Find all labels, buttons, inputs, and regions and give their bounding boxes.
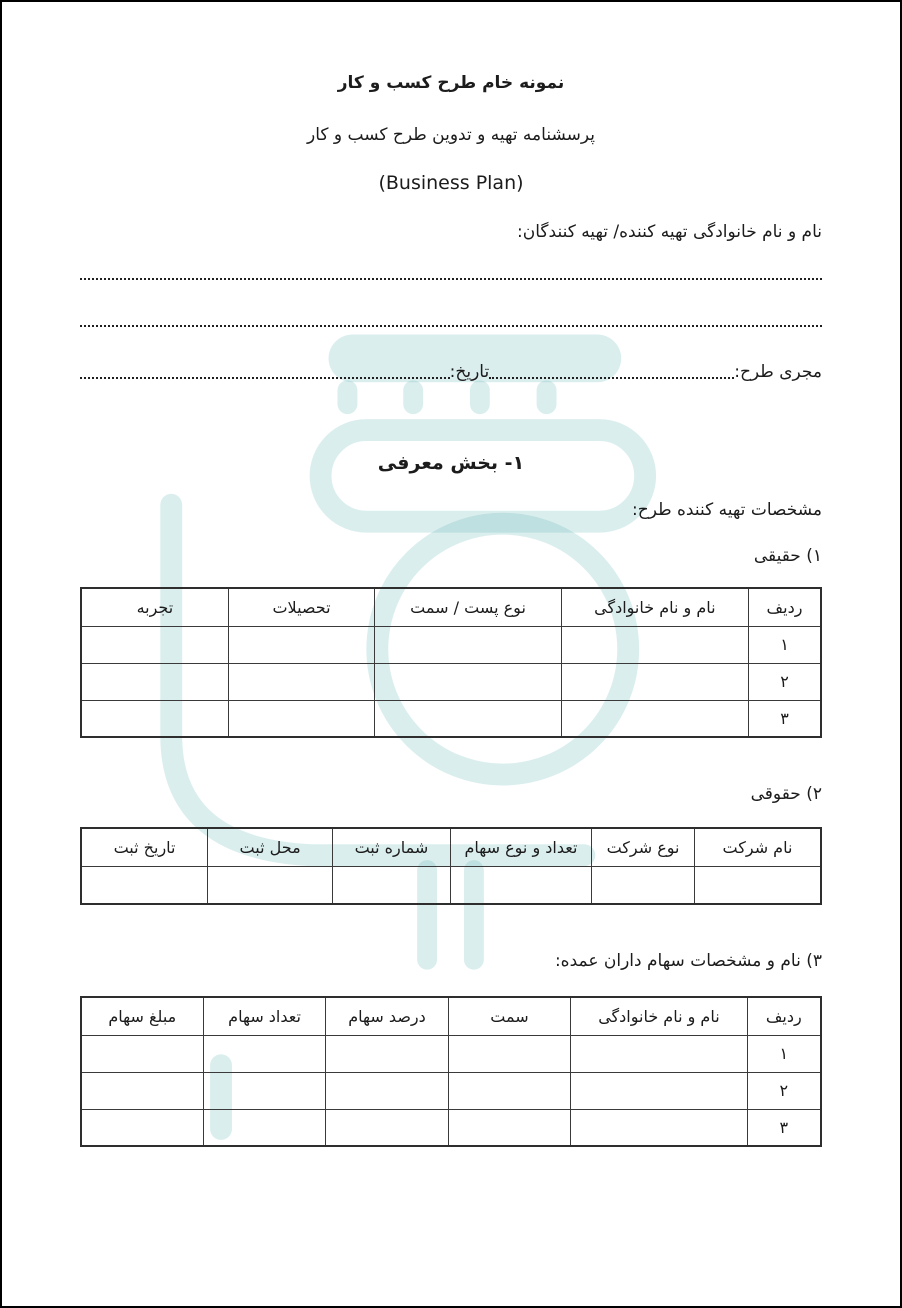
table-cell: [326, 1035, 448, 1072]
table-cell: [448, 1035, 571, 1072]
table-cell: [448, 1072, 571, 1109]
preparer-name-label: نام و نام خانوادگی تهیه کننده/ تهیه کنندگان:: [517, 222, 822, 242]
date-fill-blank: [80, 377, 450, 379]
table-cell: [228, 663, 375, 700]
table-row: [81, 626, 821, 663]
section-intro-label: مشخصات تهیه کننده طرح:: [632, 500, 822, 520]
column-header: تعداد و نوع سهام: [450, 828, 591, 866]
column-header: نوع شرکت: [592, 828, 695, 866]
table-cell: [81, 663, 228, 700]
shareholders-table: [80, 996, 822, 1147]
date-label: تاریخ:: [449, 362, 490, 382]
page-title: نمونه خام طرح کسب و کار: [337, 73, 565, 93]
table-cell: [203, 1072, 326, 1109]
fill-blank-line: [80, 325, 822, 327]
table-cell: [375, 700, 561, 737]
form-subtitle-english: (Business Plan): [378, 172, 524, 194]
column-header: درصد سهام: [326, 997, 448, 1035]
table-cell: [571, 1109, 747, 1146]
table-cell: [228, 626, 375, 663]
table-cell: [450, 866, 591, 904]
table-cell: [448, 1109, 571, 1146]
table-row: [81, 700, 821, 737]
subsection-real-label: ۱) حقیقی: [753, 546, 822, 566]
table-cell: [571, 1072, 747, 1109]
table-cell: [326, 1072, 448, 1109]
table-cell: [81, 1109, 203, 1146]
table-cell: [81, 866, 208, 904]
table-cell: ۳: [748, 700, 821, 737]
table-cell: [694, 866, 821, 904]
table-row: [81, 663, 821, 700]
column-header: نام و نام خانوادگی: [561, 588, 748, 626]
column-header: نام و نام خانوادگی: [571, 997, 747, 1035]
column-header: شماره ثبت: [333, 828, 451, 866]
column-header: ردیف: [747, 997, 821, 1035]
table-cell: ۱: [748, 626, 821, 663]
fill-blank-line: [80, 278, 822, 280]
table-row: [81, 866, 821, 904]
subsection-legal-label: ۲) حقوقی: [750, 784, 822, 804]
table-cell: [81, 626, 228, 663]
section-1-heading: ۱- بخش معرفی: [377, 452, 525, 474]
real-persons-table: [80, 587, 822, 738]
table-cell: [208, 866, 333, 904]
table-cell: ۳: [747, 1109, 821, 1146]
table-row: [81, 1109, 821, 1146]
column-header: تحصیلات: [228, 588, 375, 626]
table-row: [81, 1072, 821, 1109]
form-subtitle: پرسشنامه تهیه و تدوین طرح کسب و کار: [307, 125, 595, 145]
column-header: محل ثبت: [208, 828, 333, 866]
table-cell: [228, 700, 375, 737]
table-cell: ۲: [747, 1072, 821, 1109]
table-cell: [203, 1035, 326, 1072]
table-cell: ۱: [747, 1035, 821, 1072]
column-header: نوع پست / سمت: [375, 588, 561, 626]
table-cell: [561, 663, 748, 700]
column-header: نام شرکت: [694, 828, 821, 866]
column-header: سمت: [448, 997, 571, 1035]
column-header: تجربه: [81, 588, 228, 626]
table-cell: [561, 700, 748, 737]
table-cell: [561, 626, 748, 663]
table-cell: [203, 1109, 326, 1146]
column-header: تاریخ ثبت: [81, 828, 208, 866]
page-content: [2, 2, 900, 1147]
executor-date-row: [80, 360, 822, 384]
table-cell: [333, 866, 451, 904]
table-cell: [81, 700, 228, 737]
table-cell: ۲: [748, 663, 821, 700]
table-row: [81, 1035, 821, 1072]
subsection-shareholders-label: ۳) نام و مشخصات سهام داران عمده:: [554, 951, 822, 971]
table-cell: [81, 1072, 203, 1109]
column-header: مبلغ سهام: [81, 997, 203, 1035]
column-header: ردیف: [748, 588, 821, 626]
table-cell: [375, 663, 561, 700]
executor-fill-blank: [489, 377, 734, 379]
legal-entity-table: [80, 827, 822, 905]
table-cell: [375, 626, 561, 663]
executor-label: مجری طرح:: [734, 362, 822, 382]
table-cell: [326, 1109, 448, 1146]
table-cell: [592, 866, 695, 904]
table-cell: [81, 1035, 203, 1072]
table-cell: [571, 1035, 747, 1072]
column-header: تعداد سهام: [203, 997, 326, 1035]
